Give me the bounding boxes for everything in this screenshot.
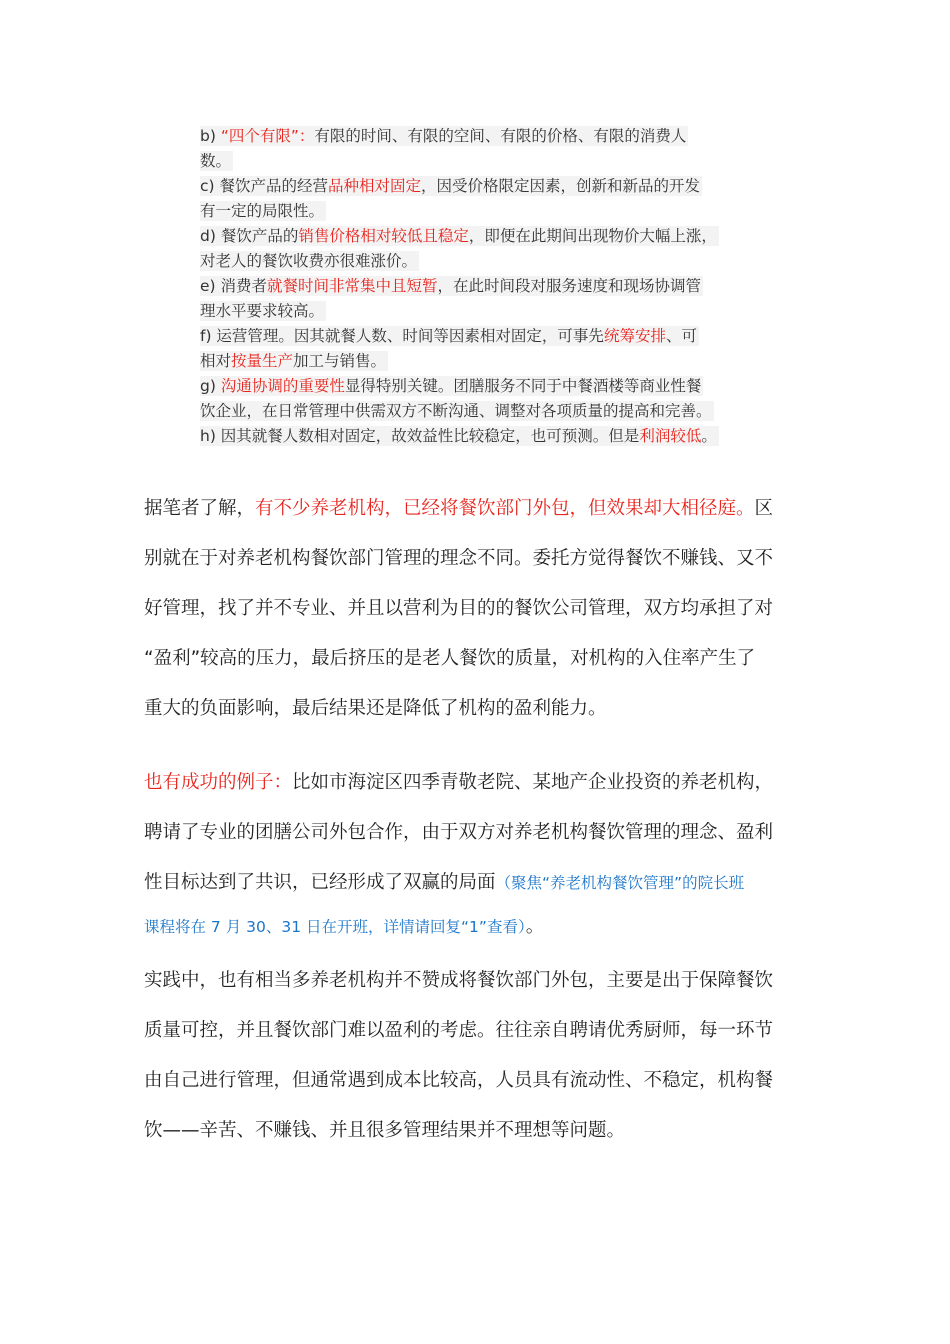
list-line: d) 餐饮产品的销售价格相对较低且稳定，即便在此期间出现物价大幅上涨， bbox=[200, 227, 717, 245]
list-line: 对老人的餐饮收费亦很难涨价。 bbox=[200, 252, 418, 270]
paragraph-line: 重大的负面影响，最后结果还是降低了机构的盈利能力。 bbox=[144, 698, 607, 719]
paragraph-line: 据笔者了解，有不少养老机构，已经将餐饮部门外包，但效果却大相径庭。区 bbox=[144, 498, 774, 519]
list-line: h) 因其就餐人数相对固定，故效益性比较稳定，也可预测。但是利润较低。 bbox=[200, 427, 717, 445]
restaurant-characteristics-list bbox=[200, 124, 762, 449]
paragraph-outsourcing-results bbox=[144, 484, 804, 734]
list-line: g) 沟通协调的重要性显得特别关键。团膳服务不同于中餐酒楼等商业性餐 bbox=[200, 377, 702, 395]
paragraph-line: 好管理，找了并不专业、并且以营利为目的的餐饮公司管理，双方均承担了对 bbox=[144, 598, 774, 619]
paragraph-line: 质量可控，并且餐饮部门难以盈利的考虑。往往亲自聘请优秀厨师，每一环节 bbox=[144, 1020, 774, 1041]
paragraph-success-example bbox=[144, 758, 804, 946]
paragraph-line: 饮——辛苦、不赚钱、并且很多管理结果并不理想等问题。 bbox=[144, 1120, 626, 1141]
paragraph-line: 也有成功的例子：比如市海淀区四季青敬老院、某地产企业投资的养老机构， bbox=[144, 772, 774, 793]
course-promo-link[interactable]: （聚焦“养老机构餐饮管理”的院长班 bbox=[495, 874, 745, 892]
paragraph-line: 实践中，也有相当多养老机构并不赞成将餐饮部门外包，主要是出于保障餐饮 bbox=[144, 970, 774, 991]
list-line: 饮企业，在日常管理中供需双方不断沟通、调整对各项质量的提高和完善。 bbox=[200, 402, 712, 420]
paragraph-line: 性目标达到了共识，已经形成了双赢的局面（聚焦“养老机构餐饮管理”的院长班 bbox=[144, 872, 745, 893]
list-line: e) 消费者就餐时间非常集中且短暂，在此时间段对服务速度和现场协调管 bbox=[200, 277, 702, 295]
paragraph-line: 聘请了专业的团膳公司外包合作，由于双方对养老机构餐饮管理的理念、盈利 bbox=[144, 822, 774, 843]
course-promo-link[interactable]: 课程将在 7 月 30、31 日在开班，详情请回复“1”查看） bbox=[144, 918, 526, 936]
list-line: 数。 bbox=[200, 152, 232, 170]
paragraph-line: 别就在于对养老机构餐饮部门管理的理念不同。委托方觉得餐饮不赚钱、又不 bbox=[144, 548, 774, 569]
paragraph-line: 由自己进行管理，但通常遇到成本比较高，人员具有流动性、不稳定，机构餐 bbox=[144, 1070, 774, 1091]
paragraph-in-house-practice bbox=[144, 956, 804, 1156]
list-line: b) “四个有限”：有限的时间、有限的空间、有限的价格、有限的消费人 bbox=[200, 127, 687, 145]
list-line: f) 运营管理。因其就餐人数、时间等因素相对固定，可事先统筹安排、可 bbox=[200, 327, 697, 345]
list-line: 理水平要求较高。 bbox=[200, 302, 325, 320]
list-line: c) 餐饮产品的经营品种相对固定，因受价格限定因素，创新和新品的开发 bbox=[200, 177, 701, 195]
paragraph-line: 课程将在 7 月 30、31 日在开班，详情请回复“1”查看）。 bbox=[144, 916, 545, 937]
list-line: 有一定的局限性。 bbox=[200, 202, 325, 220]
paragraph-line: “盈利”较高的压力，最后挤压的是老人餐饮的质量，对机构的入住率产生了 bbox=[144, 648, 756, 669]
list-line: 相对按量生产加工与销售。 bbox=[200, 352, 387, 370]
